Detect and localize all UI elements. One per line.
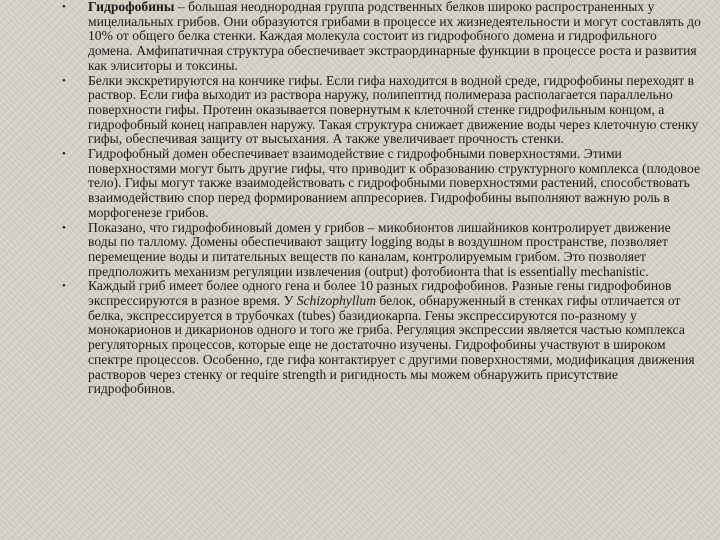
bullet-text: Показано, что гидрофобиновый домен у грибов – микобионтов лишайников контролирует движение воды по таллому. Домены обеспечивают защиту logging воды в воздушном пространстве, позволяет перемещение воды и питательных веществ по каналам, контролируемым грибом. Это позволяет предположить механизм регуляции извлечения (output) фотобионта that is essentially mechanistic. bbox=[88, 219, 671, 279]
bullet-icon: • bbox=[62, 280, 66, 293]
bullet-icon: • bbox=[62, 148, 66, 161]
bullet-text: Гидрофобный домен обеспечивает взаимодействие с гидрофобными поверхностями. Этими поверхностями могут быть другие гифы, что приводит к образованию структурного комплекса (плодовое тело). Гифы могут также взаимодействовать с гидрофобными поверхностями растений, способствовать взаимодействию спор перед формированием аппресориев. Гидрофобины выполняют важную роль в морфогенезе грибов. bbox=[88, 146, 700, 220]
bullet-text: – большая неоднородная группа родственных белков широко распространенных у мицелиальных грибов. Они образуются грибами в процессе их жизнедеятельности и могут составлять до 10% от общего белка стенки. Каждая молекула состоит из гидрофобного домена и гидрофильного домена. Амфипатичная структура обеспечивает экстраординарные функции в процессе роста и развития как элиситоры и токсины. bbox=[88, 0, 701, 73]
bullet-icon: • bbox=[62, 221, 66, 234]
term-hydrophobins: Гидрофобины bbox=[88, 0, 175, 14]
bullet-item-4 bbox=[0, 221, 702, 280]
species-name: Schizophyllum bbox=[296, 293, 377, 309]
bullet-text: Белки экскретируются на кончике гифы. Если гифа находится в водной среде, гидрофобины переходят в раствор. Если гифа выходит из раствора наружу, полипептид полимераза располагается параллельно поверхности гифы. Протеин оказывается повернутым к клеточной стенке гидрофильным концом, а гидрофобный конец направлен наружу. Такая структура снижает движение воды через клеточную стенку гифы, обеспечивая защиту от высыхания. А также увеличивает прочность стенки. bbox=[88, 72, 699, 147]
bullet-text-part: белок, обнаруженный в стенках гифы отличается от белка, экспрессируется в трубочках (tubes) базидиокарпа. Гены экспрессируются по-разному у монокарионов и дикарионов одного и того же гриба. Регуляция экспрессии является частью комплекса регуляторных процессов, которые еще не достаточно изучены. Гидрофобины участвуют в широком спектре процессов. Особенно, где гифа контактирует с другими поверхностями, модификация движения растворов через стенку or require strength и ригидность мы можем обнаружить присутствие гидрофобинов. bbox=[88, 293, 695, 397]
bullet-item-3 bbox=[0, 147, 702, 221]
bullet-item-5 bbox=[0, 279, 702, 397]
bullet-icon: • bbox=[62, 1, 66, 13]
bullet-item-1 bbox=[0, 0, 702, 74]
bullet-text-part: Каждый гриб имеет более одного гена и более 10 разных гидрофобинов. Разные гены гидрофобинов экспрессируются в разное время. У bbox=[88, 278, 672, 309]
bullet-item-2 bbox=[0, 74, 702, 148]
bullet-icon: • bbox=[62, 74, 66, 87]
